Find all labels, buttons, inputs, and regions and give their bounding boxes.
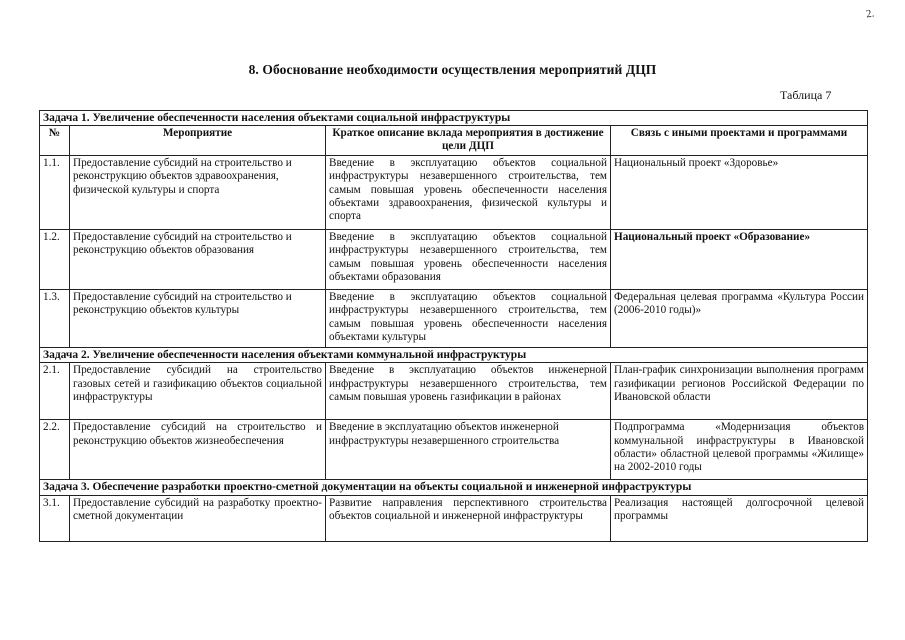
row-measure: Предоставление субсидий на строительство и реконструкцию объектов здравоохранения, физической культуры и спорта (70, 156, 326, 230)
row-measure: Предоставление субсидий на строительство и реконструкцию объектов образования (70, 230, 326, 290)
table-row (40, 363, 868, 420)
row-description: Введение в эксплуатацию объектов социальной инфраструктуры незавершенного строительства, тем самым повышая уровень обеспеченности населения объектами образования (326, 230, 611, 290)
row-description: Введение в эксплуатацию объектов социальной инфраструктуры незавершенного строительства, тем самым повышая уровень обеспеченности населения объектами здравоохранения, физической культуры и спорта (326, 156, 611, 230)
page-number-mark: 2. (865, 7, 876, 21)
row-description: Развитие направления перспективного строительства объектов социальной и инженерной инфраструктуры (326, 495, 611, 541)
table-row (40, 156, 868, 230)
row-measure: Предоставление субсидий на строительство и реконструкцию объектов культуры (70, 290, 326, 348)
row-links: Федеральная целевая программа «Культура России (2006-2010 годы)» (611, 290, 868, 348)
header-row (40, 126, 868, 156)
row-measure: Предоставление субсидий на разработку проектно-сметной документации (70, 495, 326, 541)
row-measure: Предоставление субсидий на строительство газовых сетей и газификацию объектов социальной инфраструктуры (70, 363, 326, 420)
row-num: 1.3. (40, 290, 70, 348)
header-measure: Мероприятие (70, 126, 326, 156)
document-title: 8. Обоснование необходимости осуществления мероприятий ДЦП (248, 62, 657, 77)
row-description: Введение в эксплуатацию объектов инженерной инфраструктуры незавершенного строительства (326, 420, 611, 480)
task-3-title: Задача 3. Обеспечение разработки проектно-сметной документации на объекты социальной и инженерной инфраструктуры (40, 480, 868, 495)
table-row (40, 230, 868, 290)
row-num: 1.2. (40, 230, 70, 290)
row-links: Подпрограмма «Модернизация объектов коммунальной инфраструктуры в Ивановской области» областной целевой программы «Жилище» на 2002-2010 годы (611, 420, 868, 480)
measures-table (39, 110, 868, 542)
task-row (40, 111, 868, 126)
row-num: 2.2. (40, 420, 70, 480)
table-row (40, 495, 868, 541)
row-links: Реализация настоящей долгосрочной целевой программы (611, 495, 868, 541)
table-row (40, 290, 868, 348)
row-description: Введение в эксплуатацию объектов социальной инфраструктуры незавершенного строительства, тем самым повышая уровень обеспеченности населения объектами культуры (326, 290, 611, 348)
header-num: № (40, 126, 70, 156)
row-num: 3.1. (40, 495, 70, 541)
task-2-title: Задача 2. Увеличение обеспеченности населения объектами коммунальной инфраструктуры (40, 348, 868, 363)
table-label: Таблица 7 (780, 88, 832, 102)
task-1-title: Задача 1. Увеличение обеспеченности населения объектами социальной инфраструктуры (40, 111, 868, 126)
row-links: Национальный проект «Образование» (611, 230, 868, 290)
row-num: 1.1. (40, 156, 70, 230)
task-row (40, 480, 868, 495)
row-num: 2.1. (40, 363, 70, 420)
header-description: Краткое описание вклада мероприятия в достижение цели ДЦП (326, 126, 611, 156)
row-links: Национальный проект «Здоровье» (611, 156, 868, 230)
row-links: План-график синхронизации выполнения программ газификации регионов Российской Федерации по Ивановской области (611, 363, 868, 420)
header-links: Связь с иными проектами и программами (611, 126, 868, 156)
task-row (40, 348, 868, 363)
row-description: Введение в эксплуатацию объектов инженерной инфраструктуры незавершенного строительства, тем самым повышая уровень газификации в районах (326, 363, 611, 420)
row-measure: Предоставление субсидий на строительство и реконструкцию объектов жизнеобеспечения (70, 420, 326, 480)
table-row (40, 420, 868, 480)
